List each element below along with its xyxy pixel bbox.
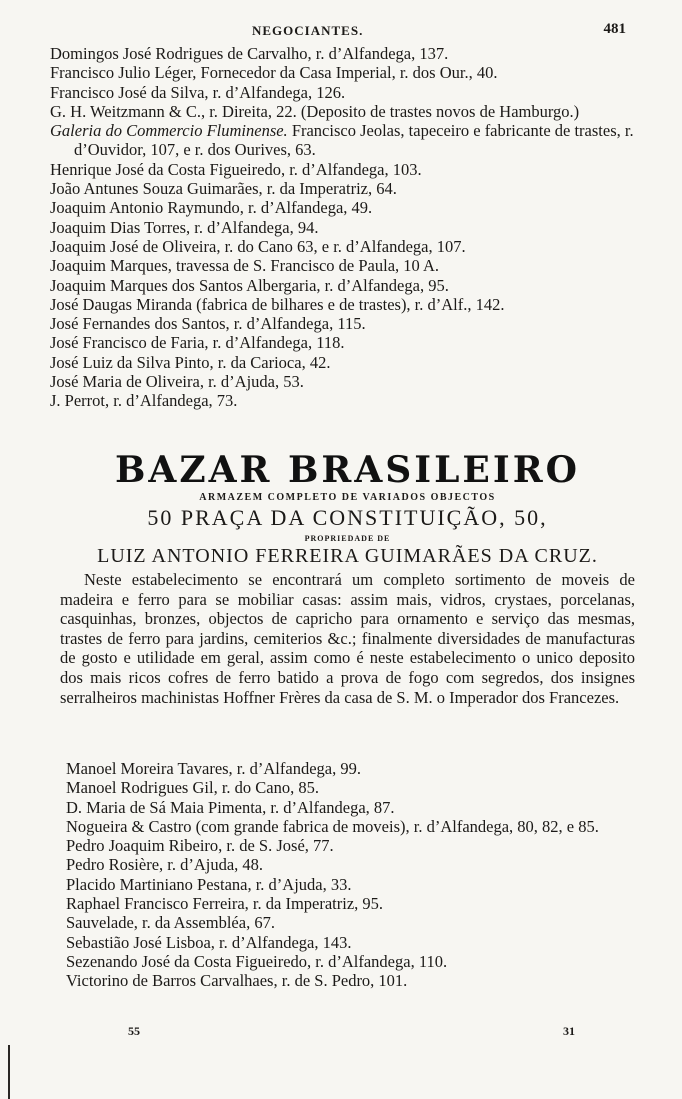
list-item (66, 894, 646, 913)
list-item (66, 798, 646, 817)
entry-text: Francisco Jeolas, tapeceiro e fabricante de trastes, r. d’Ouvidor, 107, e r. dos Ourives, 63. (74, 121, 634, 160)
entry-text: João Antunes Souza Guimarães, r. da Imperatriz, 64. (50, 179, 397, 199)
list-item (66, 836, 646, 855)
entry-text: José Daugas Miranda (fabrica de bilhares e de trastes), r. d’Alf., 142. (50, 294, 505, 314)
entry-text: Raphael Francisco Ferreira, r. da Imperatriz, 95. (66, 894, 384, 914)
list-item (50, 314, 650, 333)
entry-text: Joaquim Antonio Raymundo, r. d’Alfandega, 49. (50, 198, 373, 218)
ad-body-text: Neste estabelecimento se encontrará um completo sortimento de moveis de madeira e ferro para se mobiliar casas: assim mais, vidros, crystaes, porcelanas, casquinhas, bronzes, objectos de capricho para ornamento e serviço das mesmas, trastes de ferro para jardins, cemiterios &c.; finalmente diversidades de manufacturas de gosto e utilidade em geral, assim como é neste estabelecimento o unico deposito dos mais ricos cofres de ferro batido a prova de fogo com segredos, dos insignes serralheiros machinistas Hoffner Frères da casa de S. M. o Imperador dos Francezes. (60, 570, 635, 707)
list-item (66, 913, 646, 932)
list-item (66, 933, 646, 952)
list-item (50, 218, 650, 237)
list-item (66, 855, 646, 874)
entry-text: D. Maria de Sá Maia Pimenta, r. d’Alfandega, 87. (66, 797, 395, 817)
entry-text: Victorino de Barros Carvalhaes, r. de S. Pedro, 101. (66, 971, 408, 991)
printer-signature-mark-right: 31 (563, 1024, 575, 1038)
entry-text: Joaquim Marques dos Santos Albergaria, r. d’Alfandega, 95. (50, 275, 449, 295)
list-item (50, 83, 650, 102)
entry-text: José Maria de Oliveira, r. d’Ajuda, 53. (50, 372, 304, 392)
bazar-advertisement (60, 451, 635, 707)
ad-subtitle: ARMAZEM COMPLETO DE VARIADOS OBJECTOS (199, 492, 496, 503)
entry-text: José Fernandes dos Santos, r. d’Alfandega, 115. (50, 314, 366, 334)
page-edge-shadow (8, 1045, 10, 1099)
entry-text: Sauvelade, r. da Assembléa, 67. (66, 913, 275, 933)
merchant-list-bottom (66, 759, 646, 991)
list-item (66, 952, 646, 971)
list-item (66, 817, 646, 836)
section-title: NEGOCIANTES. (252, 23, 364, 38)
list-item (50, 102, 650, 121)
ad-title: BAZAR BRASILEIRO (114, 449, 580, 491)
entry-text: Francisco José da Silva, r. d’Alfandega, 126. (50, 82, 346, 102)
entry-text: Sebastião José Lisboa, r. d’Alfandega, 143. (66, 932, 352, 952)
list-item (50, 333, 650, 352)
list-item (50, 63, 650, 82)
entry-text: Sezenando José da Costa Figueiredo, r. d’Alfandega, 110. (66, 951, 448, 971)
list-item (50, 198, 650, 217)
ad-propriedade-label: PROPRIEDADE DE (304, 534, 391, 543)
list-item (50, 179, 650, 198)
ad-owner-name: LUIZ ANTONIO FERREIRA GUIMARÃES DA CRUZ. (97, 545, 598, 567)
entry-text: José Francisco de Faria, r. d’Alfandega, 118. (50, 333, 345, 353)
entry-text: Henrique José da Costa Figueiredo, r. d’Alfandega, 103. (50, 159, 422, 179)
list-item (50, 372, 650, 391)
entry-text: Joaquim Dias Torres, r. d’Alfandega, 94. (50, 217, 319, 237)
list-item (50, 256, 650, 275)
entry-text: Joaquim José de Oliveira, r. do Cano 63, e r. d’Alfandega, 107. (50, 236, 466, 256)
entry-text: Pedro Joaquim Ribeiro, r. de S. José, 77. (66, 836, 334, 856)
list-item (50, 160, 650, 179)
printer-signature-mark: 55 (128, 1024, 140, 1038)
list-item (50, 353, 650, 372)
entry-text: Manoel Moreira Tavares, r. d’Alfandega, 99. (66, 759, 361, 778)
list-item (66, 971, 646, 990)
list-item (50, 237, 650, 256)
firm-name: Galeria do Commercio Fluminense. (50, 121, 288, 141)
list-item (50, 121, 650, 160)
entry-text: Manoel Rodrigues Gil, r. do Cano, 85. (66, 778, 319, 798)
list-item (50, 391, 650, 410)
ad-address: 50 PRAÇA DA CONSTITUIÇÃO, 50, (147, 505, 548, 530)
entry-text: José Luiz da Silva Pinto, r. da Carioca, 42. (50, 352, 331, 372)
list-item (66, 875, 646, 894)
page-number: 481 (603, 21, 626, 37)
entry-text: J. Perrot, r. d’Alfandega, 73. (50, 391, 238, 411)
entry-text: Nogueira & Castro (com grande fabrica de moveis), r. d’Alfandega, 80, 82, e 85. (66, 816, 599, 836)
list-item (50, 295, 650, 314)
list-item (66, 778, 646, 797)
list-item (50, 276, 650, 295)
list-item (50, 44, 650, 63)
page-header (0, 20, 682, 44)
entry-text: Domingos José Rodrigues de Carvalho, r. d’Alfandega, 137. (50, 44, 449, 63)
merchant-list-top (50, 44, 650, 411)
entry-text: Francisco Julio Léger, Fornecedor da Casa Imperial, r. dos Our., 40. (50, 63, 498, 83)
entry-text: Placido Martiniano Pestana, r. d’Ajuda, 33. (66, 874, 352, 894)
entry-text: G. H. Weitzmann & C., r. Direita, 22. (Deposito de trastes novos de Hamburgo.) (50, 101, 580, 121)
entry-text: Pedro Rosière, r. d’Ajuda, 48. (66, 855, 264, 875)
entry-text: Joaquim Marques, travessa de S. Francisco de Paula, 10 A. (50, 256, 440, 276)
list-item (66, 759, 646, 778)
